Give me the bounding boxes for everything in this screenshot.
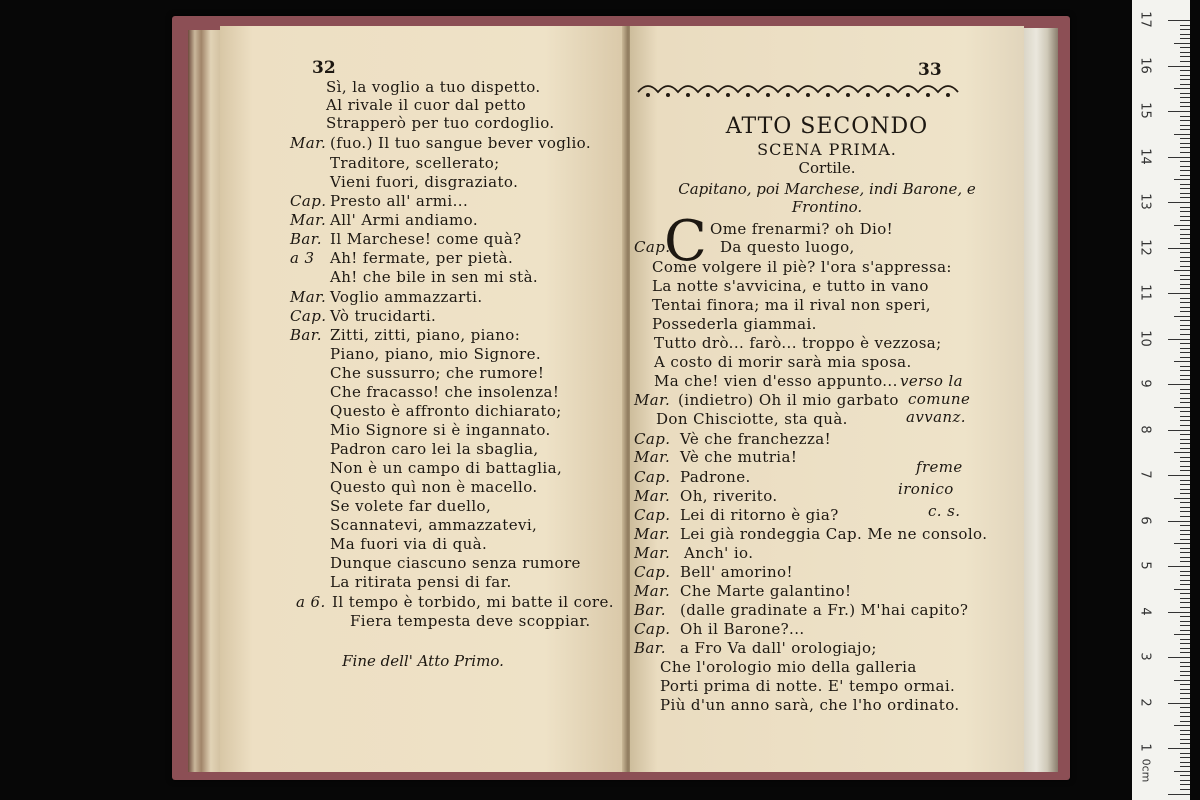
characters-line: Frontino. (791, 198, 863, 216)
ruler-tick (1180, 143, 1190, 144)
text-line: Mio Signore si è ingannato. (330, 421, 551, 439)
stage-direction: verso la (900, 372, 963, 390)
ruler-tick (1180, 721, 1190, 722)
ruler-tick (1174, 498, 1190, 499)
text-line: Possederla giammai. (652, 315, 817, 333)
ruler-number: 11 (1137, 284, 1153, 301)
ruler-tick (1180, 753, 1190, 754)
characters-line: Capitano, poi Marchese, indi Barone, e (678, 180, 976, 198)
ruler-tick (1174, 179, 1190, 180)
speaker-label: Cap. (290, 307, 327, 325)
ruler-number: 9 (1137, 379, 1153, 388)
ornament-border-icon (636, 78, 960, 100)
speaker-label: a 3 (290, 249, 315, 267)
text-line: Questo quì non è macello. (330, 478, 538, 496)
ruler-tick (1180, 238, 1190, 239)
ruler-tick (1180, 420, 1190, 421)
ruler-tick (1180, 343, 1190, 344)
ruler-tick (1180, 516, 1190, 517)
ruler-tick (1180, 52, 1190, 53)
ruler-tick (1180, 675, 1190, 676)
text-line: Cap. Da questo luogo, (634, 238, 855, 256)
ruler-tick (1180, 275, 1190, 276)
ruler-tick (1180, 598, 1190, 599)
ruler-tick (1180, 671, 1190, 672)
text-line: La ritirata pensi di far. (330, 573, 512, 591)
ruler-number: 6 (1137, 515, 1153, 525)
ruler-tick (1180, 47, 1190, 48)
text-line: Mar. Voglio ammazzarti. (290, 288, 483, 306)
text-line: Come volgere il piè? l'ora s'appressa: (652, 258, 952, 276)
text-line: Che fracasso! che insolenza! (330, 383, 560, 401)
text-line: Che sussurro; che rumore! (330, 364, 545, 382)
ruler-tick (1180, 548, 1190, 549)
ruler-tick (1180, 207, 1190, 208)
ruler-tick (1174, 543, 1190, 544)
ruler-tick (1180, 784, 1190, 785)
ruler-tick (1180, 625, 1190, 626)
text-line: Bar. Il Marchese! come quà? (290, 230, 522, 248)
ruler-tick (1180, 525, 1190, 526)
ruler-tick (1180, 743, 1190, 744)
ruler-tick (1168, 657, 1190, 658)
ruler-tick (1180, 539, 1190, 540)
ruler-tick (1180, 552, 1190, 553)
text-line: Ah! che bile in sen mi stà. (330, 268, 539, 286)
ruler-tick (1174, 270, 1190, 271)
ruler-tick (1168, 566, 1190, 567)
text-line: Ome frenarmi? oh Dio! (710, 220, 894, 238)
left-page (220, 26, 626, 772)
ruler-tick (1180, 607, 1190, 608)
ruler-tick (1168, 157, 1190, 158)
ruler-tick (1180, 470, 1190, 471)
ruler-tick (1168, 293, 1190, 294)
ruler-tick (1180, 175, 1190, 176)
speaker-label: Bar. (290, 326, 322, 344)
speaker-label: Mar. (290, 211, 327, 229)
speaker-label: Cap. (634, 238, 671, 256)
ruler-tick (1180, 530, 1190, 531)
ruler-tick (1180, 288, 1190, 289)
text-line: Don Chisciotte, sta quà. (656, 410, 848, 428)
ruler-tick (1180, 216, 1190, 217)
ruler-tick (1168, 20, 1190, 21)
text-line: Non è un campo di battaglia, (330, 459, 563, 477)
ruler-tick (1180, 375, 1190, 376)
ruler-tick (1180, 329, 1190, 330)
ruler-tick (1180, 780, 1190, 781)
ruler-tick (1174, 361, 1190, 362)
ruler-tick (1180, 443, 1190, 444)
text-line: Cap. Bell' amorino! (634, 563, 793, 581)
ruler-tick (1180, 643, 1190, 644)
ruler-tick (1168, 794, 1190, 795)
ruler-tick (1180, 161, 1190, 162)
ruler-tick (1180, 229, 1190, 230)
ruler-tick (1174, 134, 1190, 135)
text-line: Vieni fuori, disgraziato. (330, 173, 519, 191)
ruler-tick (1180, 652, 1190, 653)
ruler-tick (1180, 557, 1190, 558)
speaker-label: Mar. (290, 288, 327, 306)
ruler-number: 10 (1137, 329, 1153, 347)
ruler-number: 7 (1137, 470, 1153, 479)
ruler-tick (1180, 302, 1190, 303)
ruler-tick (1180, 507, 1190, 508)
ruler-tick (1180, 593, 1190, 594)
speaker-label: Bar. (634, 639, 666, 657)
ruler-tick (1174, 88, 1190, 89)
ruler-tick (1180, 698, 1190, 699)
page-number: 33 (918, 60, 942, 80)
ruler-tick (1180, 616, 1190, 617)
ruler-tick (1180, 757, 1190, 758)
ruler-tick (1180, 775, 1190, 776)
ruler-tick (1180, 762, 1190, 763)
ruler-tick (1180, 693, 1190, 694)
text-line: Cap. Presto all' armi... (290, 192, 469, 210)
stage-direction: comune (908, 390, 971, 408)
ruler-tick (1180, 648, 1190, 649)
scene-setting: Cortile. (798, 159, 856, 177)
ruler-tick (1180, 188, 1190, 189)
ruler-tick (1180, 152, 1190, 153)
text-line: Mar. Che Marte galantino! (634, 582, 852, 600)
ruler-tick (1180, 307, 1190, 308)
ruler-tick (1180, 370, 1190, 371)
speaker-label: a 6. (296, 593, 326, 611)
ruler-tick (1168, 111, 1190, 112)
ruler-tick (1168, 66, 1190, 67)
ruler-tick (1180, 79, 1190, 80)
ruler-number: 16 (1137, 56, 1153, 74)
ruler-tick (1180, 484, 1190, 485)
ruler-number: 15 (1137, 102, 1153, 119)
text-line: Ma che! vien d'esso appunto... (654, 372, 898, 390)
ruler-number: 17 (1137, 11, 1153, 28)
text-line: Scannatevi, ammazzatevi, (330, 516, 538, 534)
ruler-tick (1180, 439, 1190, 440)
ruler-number: 4 (1137, 606, 1153, 616)
text-line: Fiera tempesta deve scoppiar. (350, 612, 591, 630)
text-line: Bar. a Fro Va dall' orologiajo; (634, 639, 877, 657)
text-line: Piano, piano, mio Signore. (330, 345, 542, 363)
ruler-tick (1180, 211, 1190, 212)
measuring-ruler (1132, 0, 1190, 800)
ruler-tick (1168, 339, 1190, 340)
ruler-tick (1180, 38, 1190, 39)
ruler-unit-label: 0cm (1139, 758, 1153, 783)
ruler-tick (1180, 666, 1190, 667)
text-line: Bar. (dalle gradinate a Fr.) M'hai capito? (634, 601, 969, 619)
right-page (630, 26, 1024, 772)
ruler-tick (1180, 116, 1190, 117)
scene-title: SCENA PRIMA. (757, 140, 897, 159)
ruler-tick (1180, 357, 1190, 358)
text-line: a 6. Il tempo è torbido, mi batte il core. (296, 593, 614, 611)
ruler-tick (1174, 225, 1190, 226)
ruler-tick (1180, 716, 1190, 717)
ruler-tick (1174, 407, 1190, 408)
speaker-label: Mar. (634, 391, 671, 409)
text-line: A costo di morir sarà mia sposa. (654, 353, 912, 371)
ruler-tick (1180, 411, 1190, 412)
text-line: Più d'un anno sarà, che l'ho ordinato. (660, 696, 960, 714)
page-edges-right (1022, 28, 1058, 772)
ruler-number: 8 (1137, 424, 1153, 434)
ruler-tick (1174, 725, 1190, 726)
ruler-tick (1180, 662, 1190, 663)
text-line: Dunque ciascuno senza rumore (330, 554, 581, 572)
text-line: Se volete far duello, (330, 497, 492, 515)
ruler-tick (1180, 75, 1190, 76)
ruler-tick (1180, 684, 1190, 685)
ruler-tick (1180, 575, 1190, 576)
text-line: Padron caro lei la sbaglia, (330, 440, 539, 458)
ruler-tick (1180, 789, 1190, 790)
ruler-tick (1180, 284, 1190, 285)
ruler-tick (1180, 70, 1190, 71)
ruler-tick (1180, 398, 1190, 399)
page-number: 32 (312, 58, 336, 78)
act-closing: Fine dell' Atto Primo. (342, 652, 504, 670)
ruler-tick (1180, 166, 1190, 167)
speaker-label: Mar. (634, 544, 671, 562)
ruler-tick (1168, 703, 1190, 704)
ruler-tick (1180, 602, 1190, 603)
ruler-tick (1168, 248, 1190, 249)
text-line: Mar. Oh, riverito. (634, 487, 778, 505)
ruler-tick (1174, 680, 1190, 681)
text-line: Cap. Padrone. (634, 468, 751, 486)
ruler-tick (1180, 457, 1190, 458)
ruler-tick (1180, 56, 1190, 57)
stage-direction: ironico (898, 480, 954, 498)
speaker-label: Mar. (634, 525, 671, 543)
ruler-tick (1180, 29, 1190, 30)
ruler-tick (1180, 34, 1190, 35)
ruler-tick (1180, 243, 1190, 244)
ruler-tick (1180, 61, 1190, 62)
ruler-tick (1180, 120, 1190, 121)
text-line: Tutto drò... farò... troppo è vezzosa; (654, 334, 942, 352)
speaker-label: Mar. (290, 134, 327, 152)
ruler-tick (1180, 266, 1190, 267)
speaker-label: Bar. (290, 230, 322, 248)
ruler-tick (1180, 334, 1190, 335)
speaker-label: Mar. (634, 487, 671, 505)
ruler-tick (1180, 320, 1190, 321)
ruler-tick (1180, 252, 1190, 253)
text-line: Strapperò per tuo cordoglio. (326, 114, 555, 132)
ruler-tick (1180, 416, 1190, 417)
text-line: Al rivale il cuor dal petto (326, 96, 527, 114)
ruler-tick (1180, 639, 1190, 640)
stage-direction: c. s. (928, 502, 961, 520)
ruler-tick (1180, 147, 1190, 148)
ruler-number: 14 (1137, 147, 1153, 165)
ruler-tick (1180, 389, 1190, 390)
ruler-tick (1180, 534, 1190, 535)
text-line: Tentai finora; ma il rival non speri, (652, 296, 931, 314)
ruler-tick (1180, 707, 1190, 708)
text-line: Cap. Lei di ritorno è gia? (634, 506, 839, 524)
ruler-number: 13 (1137, 193, 1153, 210)
ruler-tick (1180, 193, 1190, 194)
stage-direction: avvanz. (906, 408, 966, 426)
ruler-tick (1168, 612, 1190, 613)
text-line: Mar. Lei già rondeggia Cap. Me ne consolo. (634, 525, 988, 543)
ruler-tick (1180, 584, 1190, 585)
ruler-tick (1174, 43, 1190, 44)
text-line: Mar. Anch' io. (634, 544, 754, 562)
speaker-label: Cap. (634, 468, 671, 486)
ruler-tick (1180, 184, 1190, 185)
text-line: Ma fuori via di quà. (330, 535, 488, 553)
ruler-tick (1180, 261, 1190, 262)
ruler-tick (1180, 125, 1190, 126)
ruler-tick (1168, 430, 1190, 431)
stage-direction: freme (916, 458, 963, 476)
ruler-number: 12 (1137, 238, 1153, 256)
ruler-tick (1180, 448, 1190, 449)
ruler-tick (1180, 379, 1190, 380)
text-line: Mar. All' Armi andiamo. (290, 211, 479, 229)
ruler-tick (1180, 257, 1190, 258)
ruler-tick (1180, 311, 1190, 312)
ruler-tick (1180, 712, 1190, 713)
text-line: Mar. Vè che mutria! (634, 448, 798, 466)
ruler-tick (1180, 393, 1190, 394)
speaker-label: Cap. (634, 620, 671, 638)
ruler-tick (1180, 630, 1190, 631)
text-line: Cap. Vè che franchezza! (634, 430, 832, 448)
ruler-tick (1180, 129, 1190, 130)
ruler-tick (1174, 589, 1190, 590)
ruler-tick (1180, 621, 1190, 622)
ruler-tick (1180, 234, 1190, 235)
ruler-tick (1180, 220, 1190, 221)
ruler-tick (1180, 102, 1190, 103)
text-line: Cap. Vò trucidarti. (290, 307, 437, 325)
ruler-tick (1168, 475, 1190, 476)
ruler-tick (1180, 466, 1190, 467)
ruler-tick (1180, 480, 1190, 481)
drop-cap: C (664, 209, 707, 274)
ruler-tick (1180, 366, 1190, 367)
ruler-tick (1180, 730, 1190, 731)
ruler-tick (1174, 452, 1190, 453)
ruler-tick (1180, 434, 1190, 435)
ruler-number: 3 (1137, 652, 1153, 661)
ruler-tick (1180, 348, 1190, 349)
ruler-tick (1180, 461, 1190, 462)
speaker-label: Cap. (634, 506, 671, 524)
ruler-tick (1180, 493, 1190, 494)
ruler-tick (1174, 771, 1190, 772)
ruler-tick (1180, 425, 1190, 426)
text-line: Traditore, scellerato; (330, 154, 500, 172)
speaker-label: Mar. (634, 582, 671, 600)
ruler-tick (1180, 197, 1190, 198)
ruler-tick (1180, 352, 1190, 353)
ruler-tick (1180, 739, 1190, 740)
speaker-label: Cap. (634, 430, 671, 448)
ruler-tick (1180, 298, 1190, 299)
speaker-label: Cap. (634, 563, 671, 581)
speaker-label: Mar. (634, 448, 671, 466)
text-line: Mar. (fuo.) Il tuo sangue bever voglio. (290, 134, 592, 152)
ruler-tick (1180, 571, 1190, 572)
ruler-number: 2 (1137, 697, 1153, 707)
ruler-tick (1180, 734, 1190, 735)
ruler-tick (1180, 170, 1190, 171)
speaker-label: Bar. (634, 601, 666, 619)
ruler-tick (1168, 521, 1190, 522)
ruler-tick (1180, 97, 1190, 98)
ruler-tick (1180, 402, 1190, 403)
ruler-tick (1180, 689, 1190, 690)
act-title: ATTO SECONDO (725, 114, 929, 139)
ruler-tick (1168, 748, 1190, 749)
ruler-tick (1180, 106, 1190, 107)
ruler-tick (1180, 138, 1190, 139)
ruler-tick (1180, 279, 1190, 280)
ruler-tick (1180, 325, 1190, 326)
ruler-tick (1180, 25, 1190, 26)
ruler-tick (1180, 580, 1190, 581)
ruler-tick (1180, 84, 1190, 85)
ruler-tick (1168, 384, 1190, 385)
speaker-label: Cap. (290, 192, 327, 210)
ruler-tick (1180, 511, 1190, 512)
text-line: Porti prima di notte. E' tempo ormai. (660, 677, 956, 695)
ruler-tick (1180, 489, 1190, 490)
ruler-tick (1180, 93, 1190, 94)
ruler-tick (1174, 316, 1190, 317)
text-line: Mar. (indietro) Oh il mio garbato (634, 391, 899, 409)
text-line: Che l'orologio mio della galleria (660, 658, 917, 676)
ruler-tick (1180, 561, 1190, 562)
text-line: a 3 Ah! fermate, per pietà. (290, 249, 514, 267)
text-line: La notte s'avvicina, e tutto in vano (652, 277, 929, 295)
text-line: Sì, la voglio a tuo dispetto. (326, 78, 541, 96)
text-line: Cap. Oh il Barone?... (634, 620, 805, 638)
ruler-tick (1180, 502, 1190, 503)
ruler-tick (1168, 202, 1190, 203)
ruler-tick (1180, 766, 1190, 767)
text-line: Bar. Zitti, zitti, piano, piano: (290, 326, 521, 344)
ruler-number: 1 (1137, 743, 1153, 752)
ruler-tick (1174, 634, 1190, 635)
ruler-number: 5 (1137, 561, 1153, 570)
text-line: Questo è affronto dichiarato; (330, 402, 562, 420)
